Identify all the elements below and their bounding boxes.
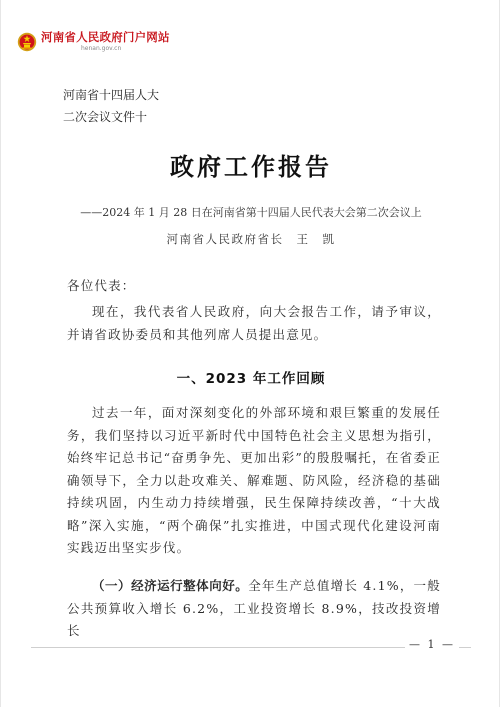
document-title: 政府工作报告: [170, 152, 332, 181]
doc-ref-line-2: 二次会议文件十: [63, 110, 148, 124]
paragraph-overview: 过去一年，面对深刻变化的外部环境和艰巨繁重的发展任务，我们坚持以习近平新时代中国特色社会主义思想为指引，始终牢记总书记“奋勇争先、更加出彩”的殷殷嘱托，在省委正确领导下，全力以赴攻难关、解难题、防风险，经济稳的基础持续巩固，内生动力持续增强，民生保障持续改善，“十大战略”深入实施，“两个确保”扎实推进，中国式现代化建设河南实践迈出坚实步伐。: [67, 405, 441, 555]
paragraph-lead: （一）经济运行整体向好。: [92, 578, 249, 593]
page-footer: [1, 633, 500, 663]
paragraph-intro: 现在，我代表省人民政府，向大会报告工作，请予审议，并请省政协委员和其他列席人员提出意见。: [67, 304, 441, 342]
page-number: — 1 —: [405, 638, 459, 651]
doc-ref-line-1: 河南省十四届人大: [63, 88, 160, 102]
site-header[interactable]: [17, 32, 170, 52]
document-subtitle: ——2024 年 1 月 28 日在河南省第十四届人民代表大会第二次会议上: [80, 206, 422, 219]
salutation: 各位代表：: [67, 278, 136, 293]
paragraph-economy-text: 全年生产总值增长 4.1%，一般公共预算收入增长 6.2%，工业投资增长 8.9%，技改投资增长: [67, 578, 441, 638]
document-reference: [63, 84, 159, 128]
site-domain: henan.gov.cn: [81, 44, 122, 52]
section-heading-review: 一、2023 年工作回顾: [176, 371, 326, 387]
site-name: 河南省人民政府门户网站: [41, 30, 170, 45]
national-emblem-icon: [17, 32, 37, 52]
speaker-line: 河南省人民政府省长 王 凯: [166, 232, 336, 246]
